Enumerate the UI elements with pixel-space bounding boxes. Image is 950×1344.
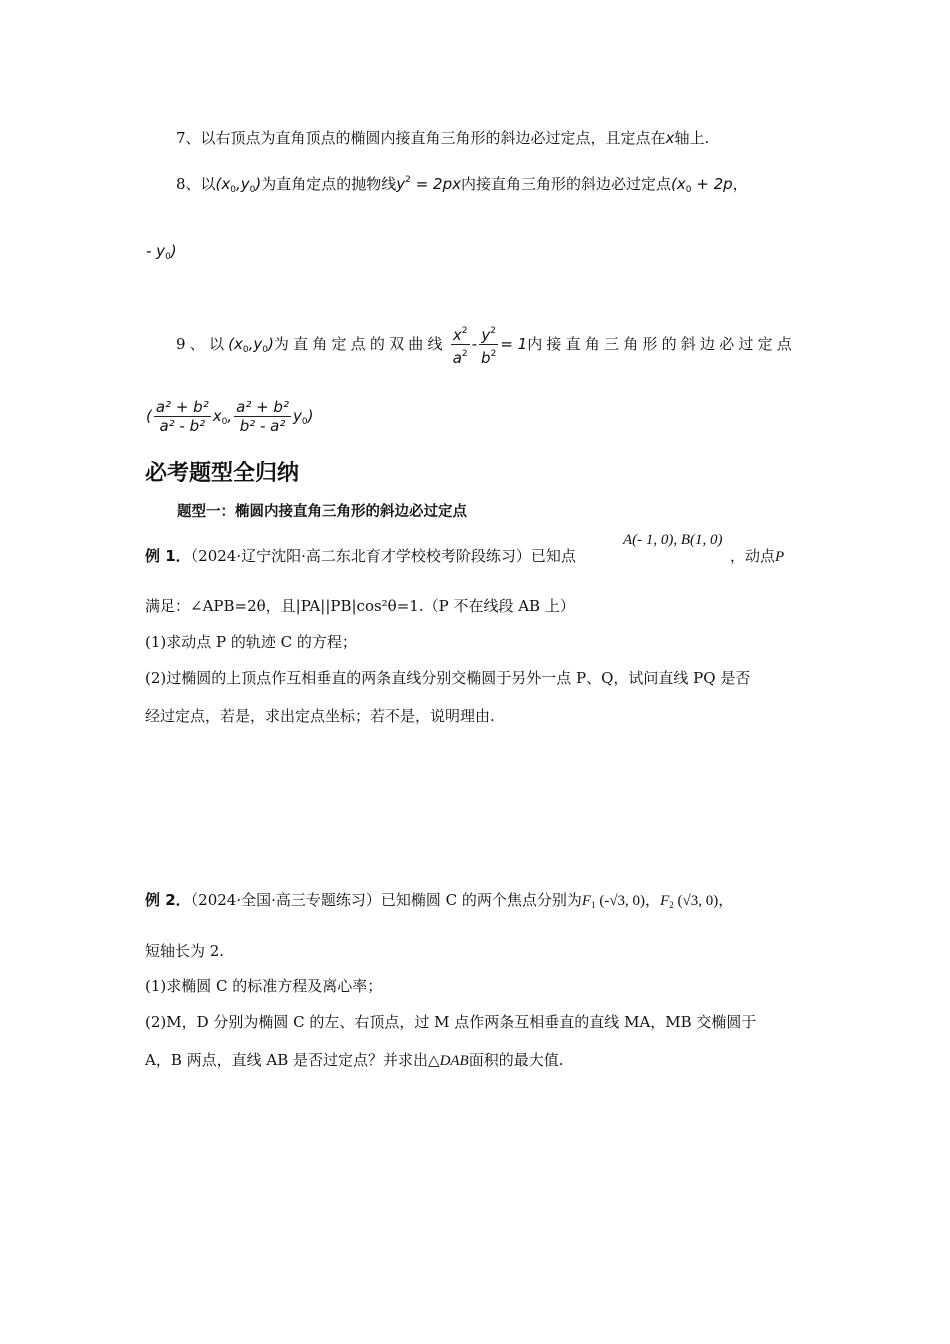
parabola-equation: $y^2 = 2px$ [396,175,461,193]
item-7-text-a: 7、以右顶点为直角顶点的椭圆内接直角三角形的斜边必过定点，且定点在 [176,129,666,147]
item-9-point: $(x_0,y_0)$ [228,335,274,355]
item-7-text-b: 轴上. [674,129,710,147]
example-1-line-1 [145,546,576,566]
example-2-question-1: (1)求椭圆 C 的标准方程及离心率； [145,977,383,995]
focus-f2: $F_2$ (√3, 0) [660,893,719,910]
item-8-fixed-point: ($x_0 + 2p$ [670,175,733,195]
example-1-question-2-line-2: 经过定点，若是，求出定点坐标；若不是，说明理由. [145,707,495,725]
item-9-fixed-point-expression: ( $\frac{\text{a² + b²}}{\text{a² - b²}}$ $x_0$, $\frac{\text{a² + b²}}{\text{b² - a²}}$ $y_0$) [146,398,314,435]
item-8-fixed-point-end: - $y_0$) [146,242,177,262]
item-9 [176,322,797,367]
example-2-minor-axis: 短轴长为 2. [145,942,225,960]
item-8-text-c: 内接直角三角形的斜边必过定点 [460,175,671,193]
item-9-text-b: 为直角定点的双曲线 [273,335,447,353]
example-2-question-2-line-1: (2)M，D 分别为椭圆 C 的左、右顶点，过 M 点作两条互相垂直的直线 MA，MB 交椭圆于 [145,1013,757,1031]
example-2-question-2-line-2: A，B 两点，直线 AB 是否过定点？并求出△DAB面积的最大值. [145,1051,564,1069]
section-title: 必考题型全归纳 [145,461,300,486]
example-1-question-2-line-1: (2)过椭圆的上顶点作互相垂直的两条直线分别交椭圆于另外一点 P、Q，试问直线 PQ 是否 [145,669,751,687]
hyperbola-equation: $\frac{x^2}{a^2}$ - $\frac{y^2}{b^2}$ = 1 [449,335,528,353]
example-1-moving-point: ，动点P [730,547,785,565]
item-8-point: $(x_0,y_0)$ [215,175,262,195]
example-1-question-1: (1)求动点 P 的轨迹 C 的方程； [145,633,357,651]
item-9-fixed-point [146,394,313,438]
item-7 [176,128,709,148]
example-2-label: 例 2． [145,891,191,909]
item-9-text-c: 内接直角三角形的斜边必过定点 [527,335,797,353]
example-1-condition: 满足：∠APB=2θ，且|PA||PB|cos²θ=1.（P 不在线段 AB 上） [145,597,575,615]
item-7-x-variable: x [665,129,675,147]
item-9-text-a: 9、以 [176,335,229,353]
focus-f1: $F_1$ (-√3, 0) [581,893,646,910]
type-title: 题型一：椭圆内接直角三角形的斜边必过定点 [177,504,467,520]
item-8-comma: ， [732,175,748,193]
triangle-dab: △DAB [428,1053,469,1069]
item-8-text-b: 为直角定点的抛物线 [261,175,397,193]
item-8-line-2 [146,241,177,267]
example-2-line-1: 例 2．（2024·全国·高三专题练习）已知椭圆 C 的两个焦点分别为$F_1$ (-√3, 0)，$F_2$ (√3, 0)， [145,891,734,910]
item-8 [176,170,748,200]
example-1-label: 例 1． [145,547,191,565]
item-8-text-a: 8、以 [176,175,216,193]
example-1-points: A(- 1, 0), B(1, 0) [623,532,723,548]
example-1-source: （2024·辽宁沈阳·高二东北育才学校校考阶段练习）已知点 [190,547,576,565]
example-2-source: （2024·全国·高三专题练习）已知椭圆 C 的两个焦点分别为 [190,891,582,909]
